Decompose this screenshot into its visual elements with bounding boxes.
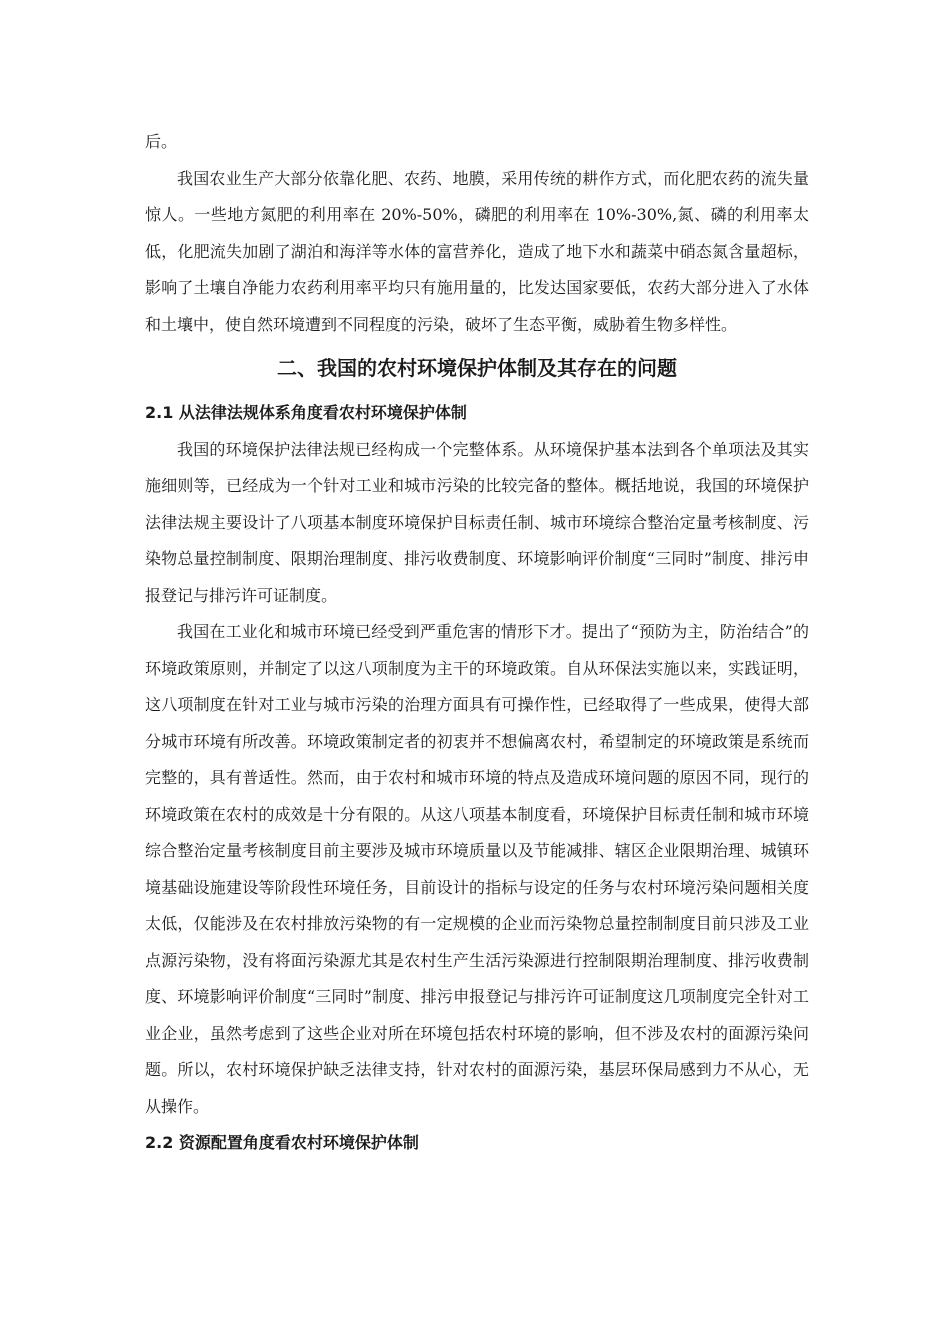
paragraph-policy: 我国在工业化和城市环境已经受到严重危害的情形下才。提出了“预防为主，防治结合”的环境政策原则，并制定了以这八项制度为主干的环境政策。自从环保法实施以来，实践证明，这八项制度在针对工业与城市污染的治理方面具有可操作性，已经取得了一些成果，使得大部分城市环境有所改善。环境政策制定者的初衷并不想偏离农村，希望制定的环境政策是系统而完整的，具有普适性。然而，由于农村和城市环境的特点及造成环境问题的原因不同，现行的环境政策在农村的成效是十分有限的。从这八项基本制度看，环境保护目标责任制和城市环境综合整治定量考核制度目前主要涉及城市环境质量以及节能减排、辖区企业限期治理、城镇环境基础设施建设等阶段性环境任务，目前设计的指标与设定的任务与农村环境污染问题相关度太低，仅能涉及在农村排放污染物的有一定规模的企业而污染物总量控制制度目前只涉及工业点源污染物，没有将面污染源尤其是农村生产生活污染源进行控制限期治理制度、排污收费制度、环境影响评价制度“三同时”制度、排污申报登记与排污许可证制度这几项制度完全针对工业企业，虽然考虑到了这些企业对所在环境包括农村环境的影响，但不涉及农村的面源污染问题。所以，农村环境保护缺乏法律支持，针对农村的面源污染，基层环保局感到力不从心，无从操作。 xyxy=(145,622,809,1116)
page-content xyxy=(145,124,809,1162)
paragraph-legal-system: 我国的环境保护法律法规已经构成一个完整体系。从环境保护基本法到各个单项法及其实施细则等，已经成为一个针对工业和城市污染的比较完备的整体。概括地说，我国的环境保护法律法规主要设计了八项基本制度环境保护目标责任制、城市环境综合整治定量考核制度、污染物总量控制制度、限期治理制度、排污收费制度、环境影响评价制度“三同时”制度、排污申报登记与排污许可证制度。 xyxy=(145,439,809,605)
subsection-heading-2-1: 2.1 从法律法规体系角度看农村环境保护体制 xyxy=(145,403,467,422)
paragraph-fertilizer: 我国农业生产大部分依靠化肥、农药、地膜，采用传统的耕作方式，而化肥农药的流失量惊人。一些地方氮肥的利用率在 20%-50%，磷肥的利用率在 10%-30%,氮、磷的利用率太低，化肥流失加剧了湖泊和海洋等水体的富营养化，造成了地下水和蔬菜中硝态氮含量超标，影响了土壤自净能力农药利用率平均只有施用量的，比发达国家要低，农药大部分进入了水体和土壤中，使自然环境遭到不同程度的污染，破坏了生态平衡，威胁着生物多样性。 xyxy=(145,168,809,334)
subsection-heading-2-2: 2.2 资源配置角度看农村环境保护体制 xyxy=(145,1133,419,1152)
section-heading: 二、我国的农村环境保护体制及其存在的问题 xyxy=(277,356,677,380)
paragraph-continuation: 后。 xyxy=(145,132,178,151)
